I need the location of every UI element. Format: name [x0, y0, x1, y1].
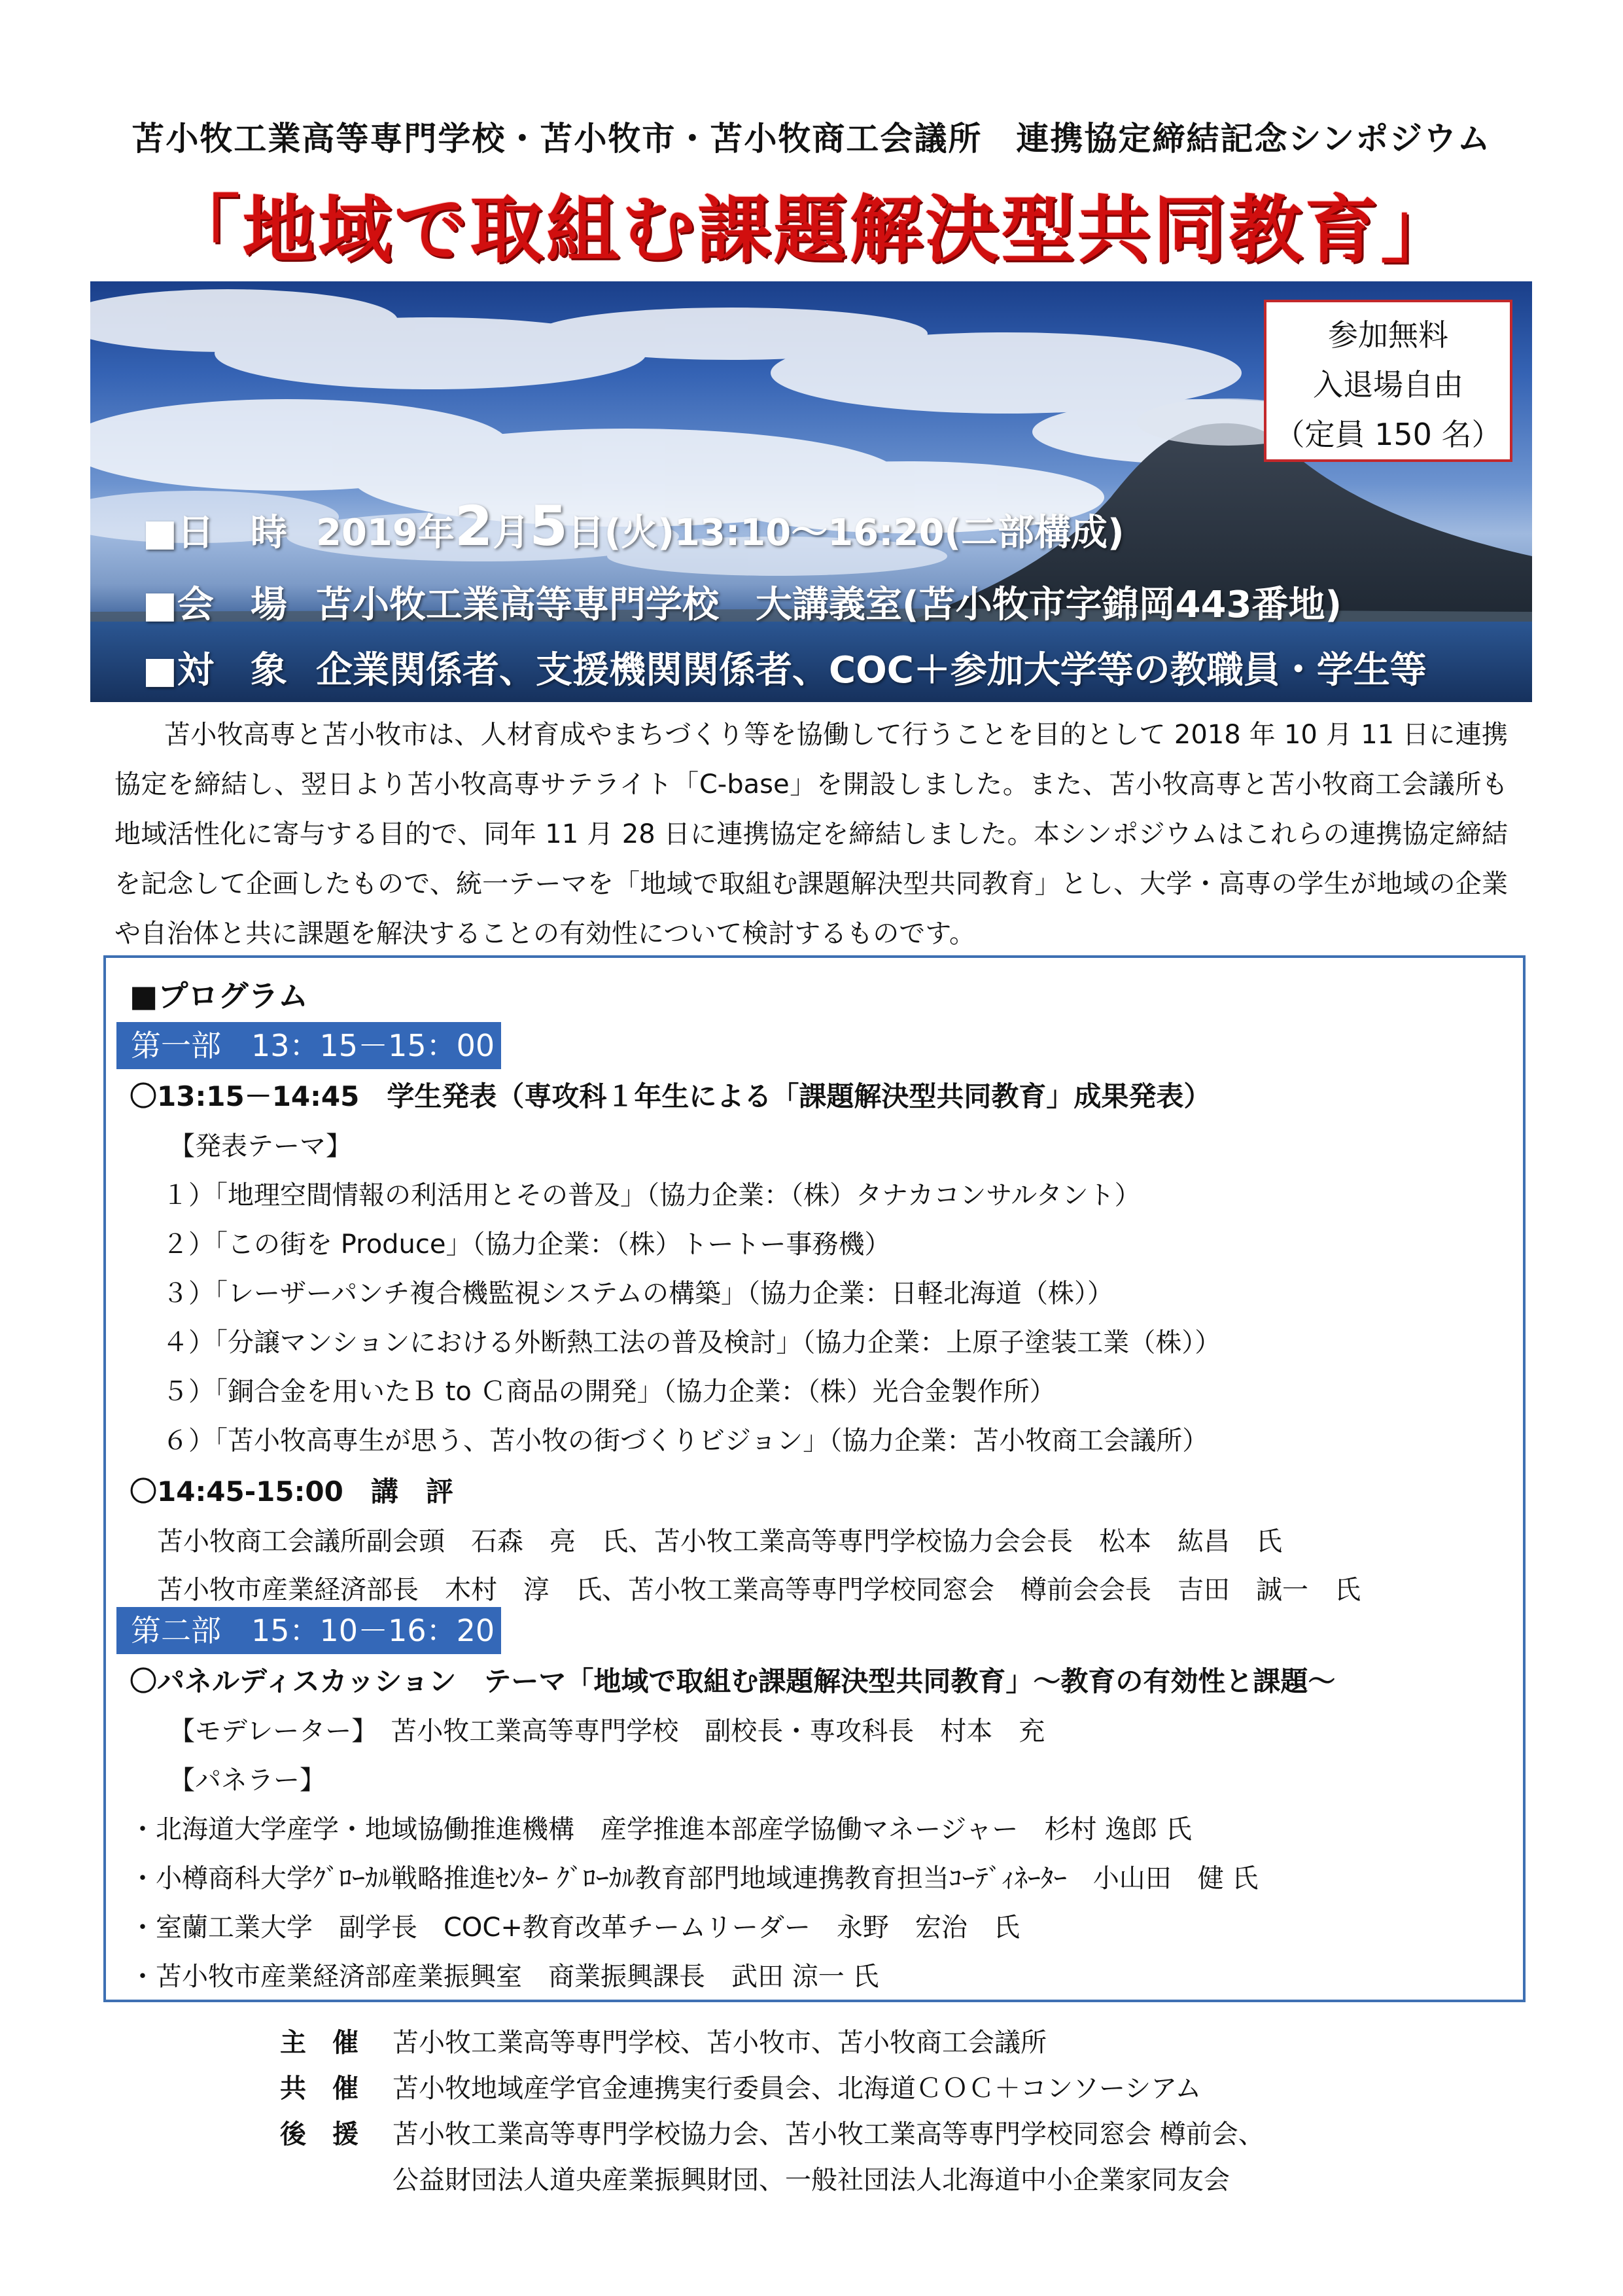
moderator-line: 【モデレーター】 苫小牧工業高等専門学校 副校長・専攻科長 村本 充 [169, 1716, 1045, 1746]
theme-item: ４）「分譲マンションにおける外断熱工法の普及検討」（協力企業：上原子塗装工業（株）） [162, 1328, 1221, 1358]
cohost-text: 苫小牧地域産学官金連携実行委員会、北海道ＣＯＣ＋コンソーシアム [393, 2074, 1202, 2104]
badge-free: 参加無料 [1328, 317, 1448, 353]
part1-session-students: 〇13:15－14:45 学生発表（専攻科１年生による「課題解決型共同教育」成果発表） [130, 1080, 1212, 1112]
support-line-2: 公益財団法人道央産業振興財団、一般社団法人北海道中小企業家同友会 [393, 2165, 1230, 2195]
event-date [143, 494, 1125, 558]
part1-session-review: 〇14:45-15:00 講 評 [130, 1475, 453, 1508]
intro-paragraph: 苫小牧高専と苫小牧市は、人材育成やまちづくり等を協働して行うことを目的として 2018 年 10 月 11 日に連携協定を締結し、翌日より苫小牧高専サテライト「C-base」を開設しました。また、苫小牧高専と苫小牧商工会議所も地域活性化に寄与する目的で、同年 11 月 28 日に連携協定を締結しました。本シンポジウムはこれらの連携協定締結を記念して企画したもので、統一テーマを「地域で取組む課題解決型共同教育」とし、大学・高専の学生が地域の企業や自治体と共に課題を解決することの有効性について検討するものです。 [114, 720, 1508, 949]
theme-item: ６）「苫小牧高専生が思う、苫小牧の街づくりビジョン」（協力企業：苫小牧商工会議所） [162, 1426, 1209, 1456]
badge-entry: 入退場自由 [1313, 367, 1463, 402]
theme-item: ２）「この街を Produce」（協力企業：（株）トートー事務機） [162, 1229, 891, 1260]
part1-bar: 第一部 13：15－15：00 [116, 1022, 501, 1069]
panelist-line: ・苫小牧市産業経済部産業振興室 商業振興課長 武田 涼一 氏 [130, 1962, 879, 1992]
date-month-unit: 月 [493, 512, 530, 554]
date-month: 2 [454, 494, 493, 558]
panelist-line: ・室蘭工業大学 副学長 COC+教育改革チームリーダー 永野 宏治 氏 [130, 1913, 1020, 1943]
date-day: 5 [529, 494, 568, 558]
host-text: 苫小牧工業高等専門学校、苫小牧市、苫小牧商工会議所 [393, 2028, 1047, 2058]
reviewer-line: 苫小牧商工会議所副会頭 石森 亮 氏、苫小牧工業高等専門学校協力会会長 松本 紘昌 氏 [157, 1527, 1282, 1557]
badge-capacity: （定員 150 名） [1274, 417, 1502, 452]
panelist-line: ・小樽商科大学ｸﾞﾛｰｶﾙ戦略推進ｾﾝﾀｰ ｸﾞﾛｰｶﾙ教育部門地域連携教育担当ｺｰﾃﾞｨﾈｰﾀｰ 小山田 健 氏 [130, 1863, 1259, 1894]
theme-item: １）「地理空間情報の利活用とその普及」（協力企業：（株）タナカコンサルタント） [162, 1180, 1141, 1210]
date-year: 2019年 [316, 512, 455, 554]
part2-session-panel: 〇パネルディスカッション テーマ「地域で取組む課題解決型共同教育」～教育の有効性と課題～ [130, 1665, 1336, 1697]
panelist-line: ・北海道大学産学・地域協働推進機構 産学推進本部産学協働マネージャー 杉村 逸郎 氏 [130, 1814, 1192, 1845]
program-heading: ■プログラム [130, 978, 309, 1014]
page-title: 「地域で取組む課題解決型共同教育」 [166, 188, 1457, 273]
cohost-label: 共 催 [280, 2074, 358, 2104]
target-text: 企業関係者、支援機関関係者、COC＋参加大学等の教職員・学生等 [316, 649, 1427, 692]
event-venue [143, 576, 1342, 628]
theme-item: ３）「レーザーパンチ複合機監視システムの構築」（協力企業：日軽北海道（株）） [162, 1279, 1113, 1309]
host-line [280, 2022, 1047, 2059]
event-target [143, 641, 1427, 694]
themes-label: 【発表テーマ】 [169, 1131, 352, 1161]
theme-item: ５）「銅合金を用いたＢ to Ｃ商品の開発」（協力企業：（株）光合金製作所） [162, 1377, 1056, 1407]
venue-text: 苫小牧工業高等専門学校 大講義室(苫小牧市字錦岡443番地) [316, 584, 1342, 626]
support-line [280, 2113, 1265, 2151]
target-label: ■対 象 [143, 649, 287, 692]
reviewer-line: 苫小牧市産業経済部長 木村 淳 氏、苫小牧工業高等専門学校同窓会 樽前会会長 吉田 誠一 氏 [157, 1575, 1361, 1605]
support-label: 後 援 [280, 2119, 358, 2149]
cohost-line [280, 2068, 1201, 2105]
host-label: 主 催 [280, 2028, 358, 2058]
part2-bar: 第二部 15：10－16：20 [116, 1607, 501, 1654]
support-text-1: 苫小牧工業高等専門学校協力会、苫小牧工業高等専門学校同窓会 樽前会、 [393, 2119, 1265, 2149]
date-rest: 日(火)13:10～16:20(二部構成) [567, 512, 1125, 554]
event-subtitle: 苫小牧工業高等専門学校・苫小牧市・苫小牧商工会議所 連携協定締結記念シンポジウム [131, 120, 1492, 158]
venue-label: ■会 場 [143, 584, 287, 626]
panelists-label: 【パネラー】 [169, 1765, 326, 1795]
admission-badge [1264, 300, 1512, 462]
date-label: ■日 時 [143, 512, 287, 554]
